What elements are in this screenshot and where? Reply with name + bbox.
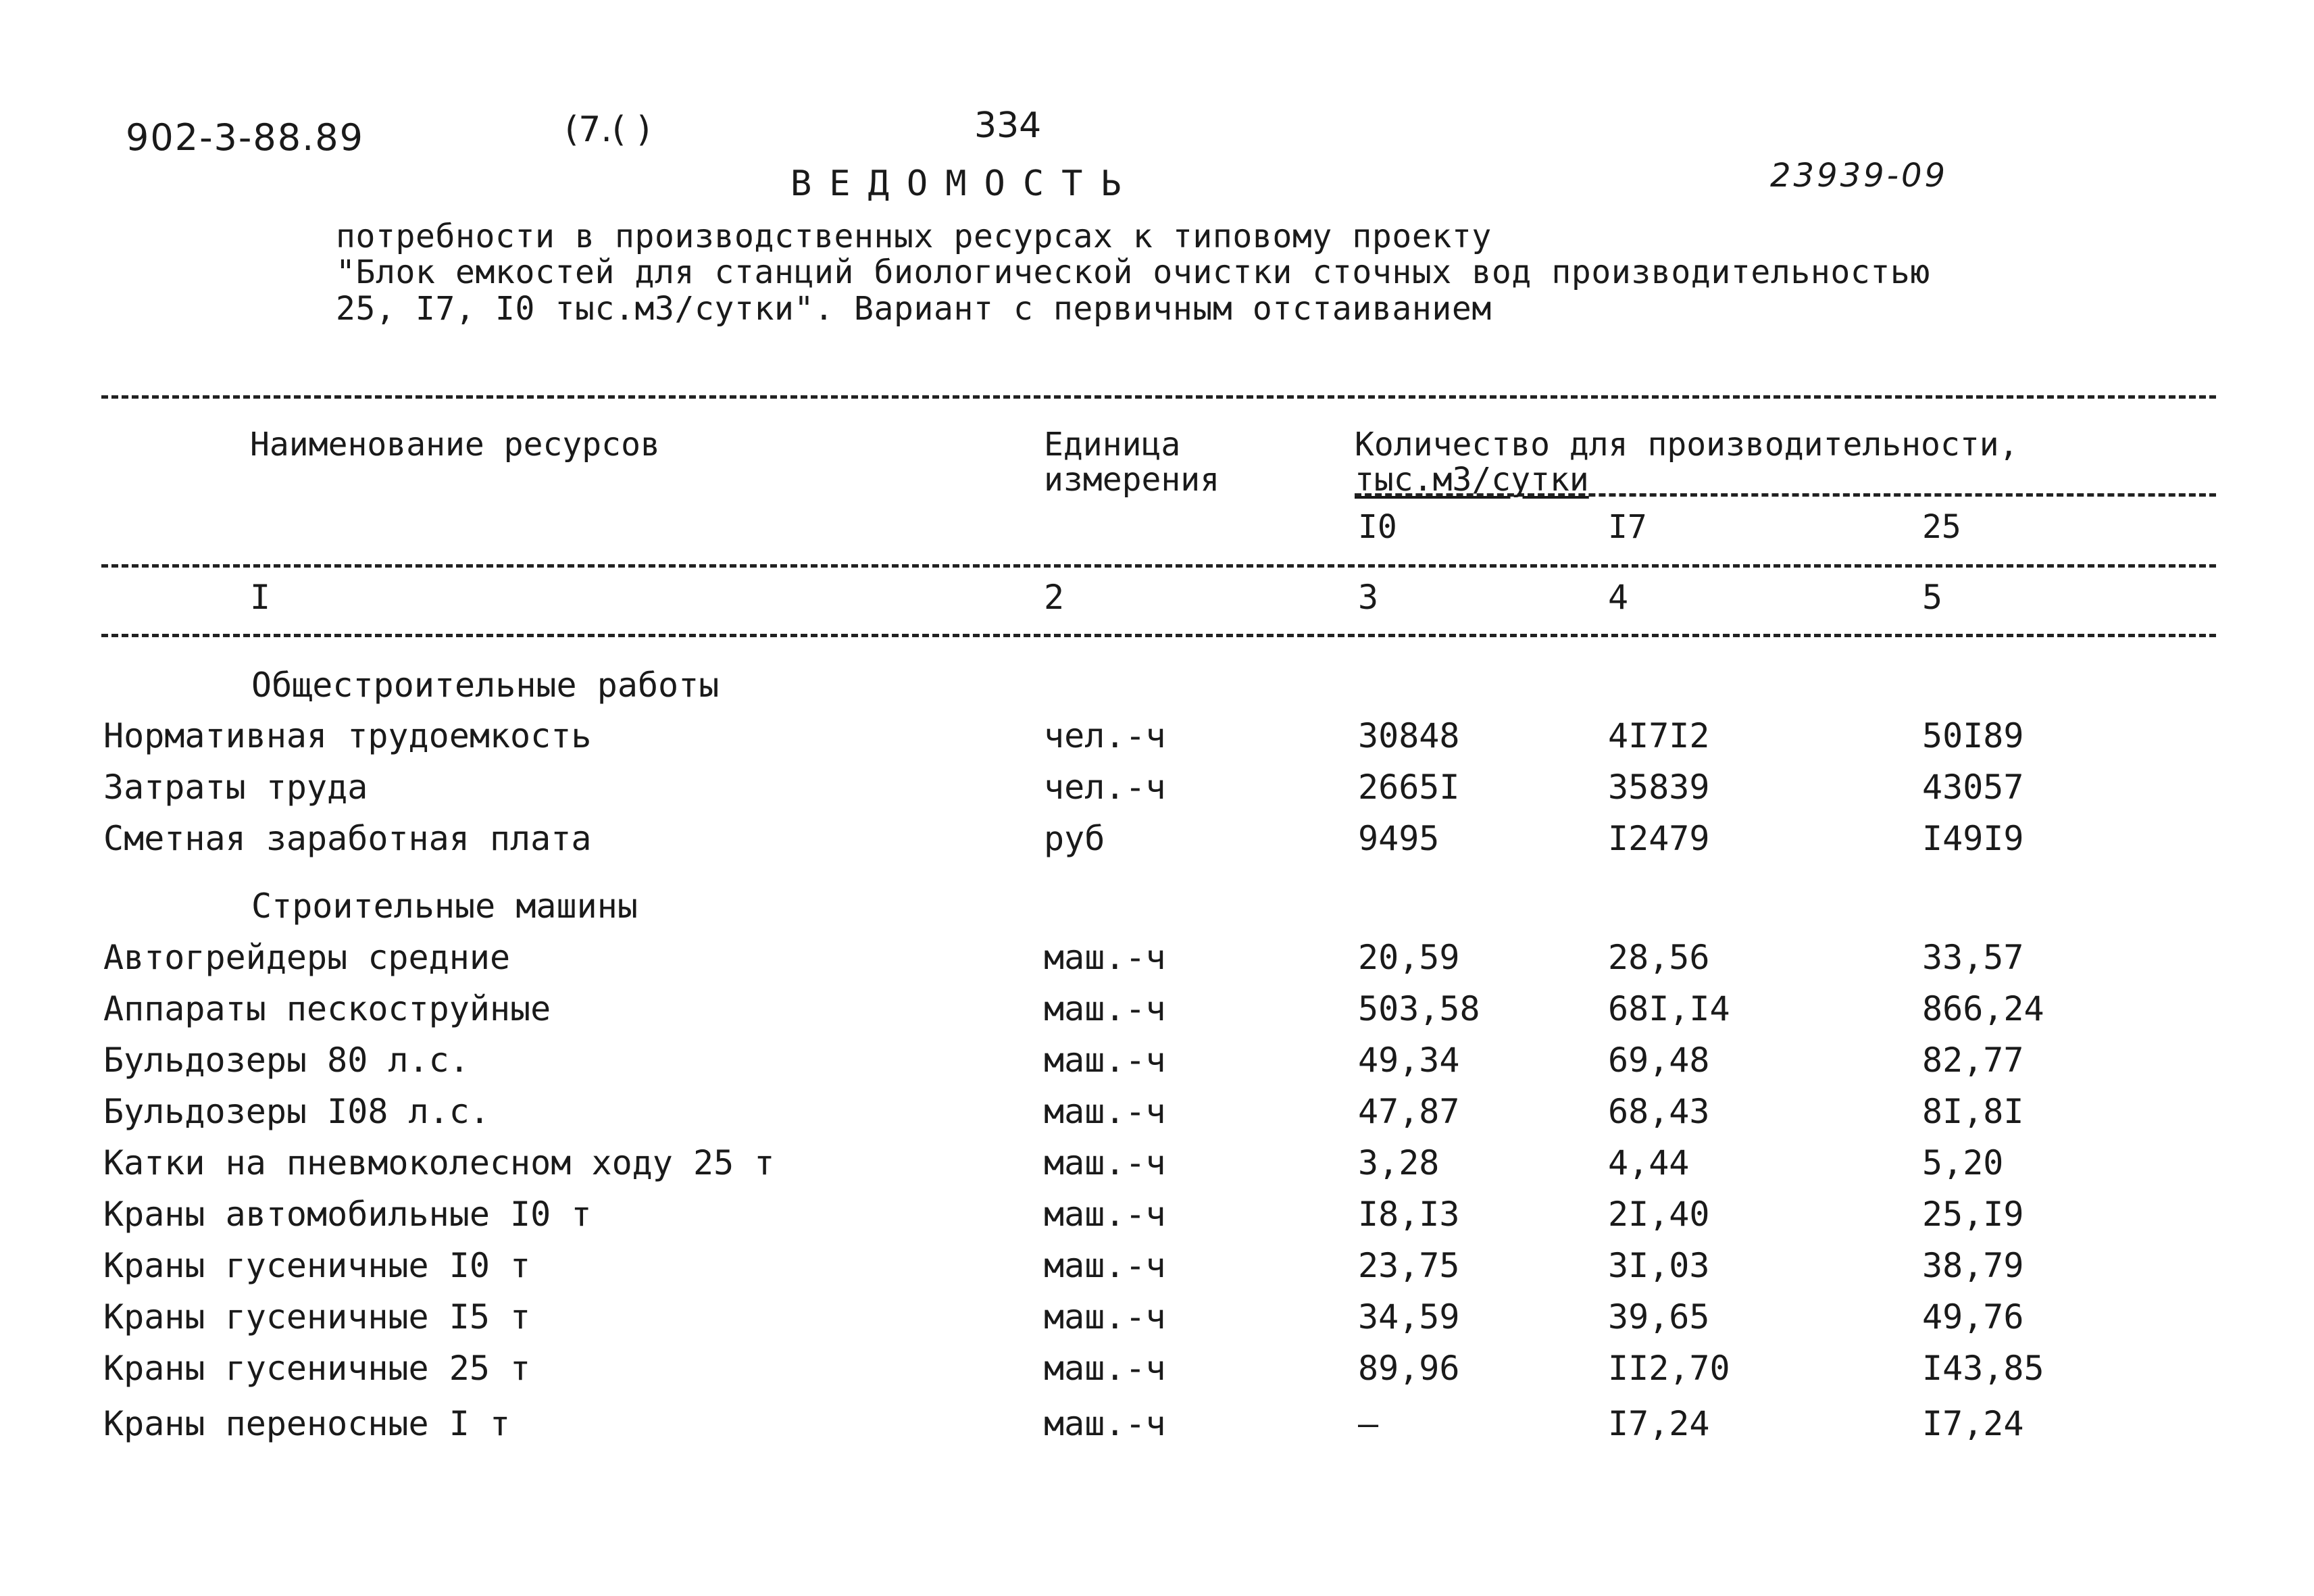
value-capacity-10: 23,75 — [1358, 1246, 1460, 1285]
resource-name: Аппараты пескоструйные — [103, 989, 551, 1028]
value-capacity-25: 82,77 — [1922, 1041, 2024, 1080]
value-capacity-17: II2,70 — [1608, 1349, 1730, 1388]
resource-unit: маш.-ч — [1044, 1349, 1166, 1388]
resource-name: Сметная заработная плата — [103, 819, 592, 858]
value-capacity-17: 2I,40 — [1608, 1195, 1710, 1234]
resource-unit: руб — [1044, 819, 1105, 858]
subtitle-line: "Блок емкостей для станций биологической очистки сточных вод производительностью — [336, 253, 1930, 291]
value-capacity-17: 68,43 — [1608, 1092, 1710, 1131]
resource-name: Краны автомобильные I0 т — [103, 1195, 592, 1234]
page-number: 334 — [974, 105, 1042, 146]
resource-unit: маш.-ч — [1044, 989, 1166, 1028]
resource-name: Краны переносные I т — [103, 1404, 511, 1443]
document-title: ВЕДОМОСТЬ — [790, 164, 1139, 204]
resource-unit: маш.-ч — [1044, 938, 1166, 977]
value-capacity-17: 4,44 — [1608, 1143, 1690, 1182]
resource-name: Затраты труда — [103, 768, 368, 807]
value-capacity-10: 3,28 — [1358, 1143, 1440, 1182]
header-unit: измерения — [1044, 461, 1220, 499]
value-capacity-10: 30848 — [1358, 716, 1460, 755]
column-number: 4 — [1608, 578, 1629, 617]
value-capacity-25: I43,85 — [1922, 1349, 2044, 1388]
resource-name: Краны гусеничные I0 т — [103, 1246, 531, 1285]
value-capacity-25: I7,24 — [1922, 1404, 2024, 1443]
resource-unit: маш.-ч — [1044, 1297, 1166, 1337]
header-quantity: Количество для производительности, — [1355, 426, 2019, 464]
value-capacity-25: 38,79 — [1922, 1246, 2024, 1285]
value-capacity-17: 68I,I4 — [1608, 989, 1730, 1028]
value-capacity-10: – — [1358, 1404, 1379, 1443]
value-capacity-10: 47,87 — [1358, 1092, 1460, 1131]
value-capacity-10: 49,34 — [1358, 1041, 1460, 1080]
resource-unit: маш.-ч — [1044, 1195, 1166, 1234]
resource-unit: маш.-ч — [1044, 1143, 1166, 1182]
resource-name: Краны гусеничные 25 т — [103, 1349, 531, 1388]
resource-unit: маш.-ч — [1044, 1246, 1166, 1285]
value-capacity-25: 33,57 — [1922, 938, 2024, 977]
document-number: 902-3-88.89 — [126, 116, 364, 159]
resource-unit: маш.-ч — [1044, 1041, 1166, 1080]
header-unit: Единица — [1044, 426, 1181, 464]
resource-unit: маш.-ч — [1044, 1404, 1166, 1443]
value-capacity-17: 35839 — [1608, 768, 1710, 807]
table-top-rule — [101, 395, 2216, 399]
header-capacity: 25 — [1922, 508, 1961, 546]
stamp-number: 23939-09 — [1770, 157, 1948, 195]
value-capacity-17: 3I,03 — [1608, 1246, 1710, 1285]
value-capacity-10: 34,59 — [1358, 1297, 1460, 1337]
header-bottom-rule — [101, 564, 2216, 568]
value-capacity-25: 5,20 — [1922, 1143, 2004, 1182]
sheet-reference: (7.( ) — [565, 109, 651, 150]
value-capacity-10: 2665I — [1358, 768, 1460, 807]
section-title: Общестроительные работы — [251, 666, 720, 705]
value-capacity-10: 9495 — [1358, 819, 1440, 858]
resource-name: Бульдозеры I08 л.с. — [103, 1092, 490, 1131]
section-title: Строительные машины — [251, 887, 638, 926]
value-capacity-17: 39,65 — [1608, 1297, 1710, 1337]
resource-unit: чел.-ч — [1044, 768, 1166, 807]
header-quantity-unit: тыс.м3/сутки — [1355, 461, 1589, 499]
value-capacity-17: 69,48 — [1608, 1041, 1710, 1080]
column-numbers-rule — [101, 634, 2216, 637]
resource-unit: чел.-ч — [1044, 716, 1166, 755]
resource-name: Нормативная трудоемкость — [103, 716, 592, 755]
value-capacity-25: 866,24 — [1922, 989, 2044, 1028]
column-number: 5 — [1922, 578, 1943, 617]
value-capacity-25: 43057 — [1922, 768, 2024, 807]
value-capacity-10: 20,59 — [1358, 938, 1460, 977]
resource-name: Краны гусеничные I5 т — [103, 1297, 531, 1337]
resource-name: Катки на пневмоколесном ходу 25 т — [103, 1143, 775, 1182]
value-capacity-25: 8I,8I — [1922, 1092, 2024, 1131]
value-capacity-25: 25,I9 — [1922, 1195, 2024, 1234]
column-number: 3 — [1358, 578, 1379, 617]
header-resource-name: Наименование ресурсов — [250, 426, 660, 464]
value-capacity-10: I8,I3 — [1358, 1195, 1460, 1234]
subtitle-line: 25, I7, I0 тыс.м3/сутки". Вариант с первичным отстаиванием — [336, 290, 1492, 328]
header-capacity: I7 — [1608, 508, 1647, 546]
value-capacity-17: 4I7I2 — [1608, 716, 1710, 755]
value-capacity-17: I2479 — [1608, 819, 1710, 858]
value-capacity-10: 503,58 — [1358, 989, 1480, 1028]
column-number: 2 — [1044, 578, 1065, 617]
column-number: I — [250, 578, 271, 617]
subtitle-line: потребности в производственных ресурсах к типовому проекту — [336, 218, 1492, 255]
value-capacity-17: I7,24 — [1608, 1404, 1710, 1443]
resource-unit: маш.-ч — [1044, 1092, 1166, 1131]
value-capacity-25: I49I9 — [1922, 819, 2024, 858]
value-capacity-25: 50I89 — [1922, 716, 2024, 755]
resource-name: Автогрейдеры средние — [103, 938, 511, 977]
value-capacity-10: 89,96 — [1358, 1349, 1460, 1388]
resource-name: Бульдозеры 80 л.с. — [103, 1041, 470, 1080]
value-capacity-17: 28,56 — [1608, 938, 1710, 977]
header-capacity: I0 — [1358, 508, 1397, 546]
value-capacity-25: 49,76 — [1922, 1297, 2024, 1337]
